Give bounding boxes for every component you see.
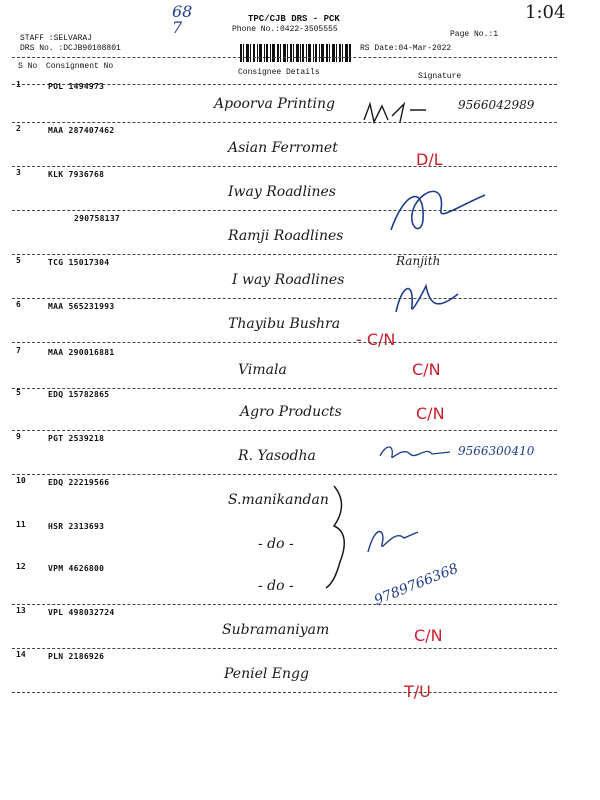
row-divider (12, 648, 557, 649)
top-scribble: 68 7 (172, 2, 193, 37)
barcode-graphic (240, 44, 352, 62)
consignee-handwritten: S.manikandan (228, 492, 329, 508)
consignee-handwritten: Apoorva Printing (214, 96, 336, 112)
row-divider (12, 388, 557, 389)
consignment-number: MAA 290016881 (48, 348, 115, 357)
row-serial-number: 3 (16, 168, 21, 177)
row-serial-number: 13 (16, 606, 26, 615)
row-serial-number: 14 (16, 650, 26, 659)
delivery-remark: D/L (416, 150, 443, 169)
delivery-remark: 9566042989 (458, 98, 535, 112)
row-serial-number: 12 (16, 562, 26, 571)
col-s-no: S No (18, 62, 38, 71)
consignee-handwritten: - do - (258, 536, 294, 552)
signature-10-12 (322, 482, 472, 592)
consignment-number: 290758137 (74, 214, 121, 223)
col-signature: Signature (418, 72, 462, 81)
signature-4 (385, 180, 490, 240)
staff-name: STAFF :SELVARAJ (20, 34, 93, 43)
col-consignment: Consignment No (46, 62, 114, 71)
consignee-handwritten: Iway Roadlines (228, 184, 336, 200)
row-divider (12, 166, 557, 167)
sheet-title: TPC/CJB DRS - PCK (248, 14, 340, 24)
row-divider (12, 342, 557, 343)
delivery-remark: Ranjith (396, 254, 441, 268)
delivery-remark: 9789766368 (372, 560, 461, 609)
consignee-handwritten: Asian Ferromet (228, 140, 338, 156)
delivery-remark: C/N (412, 360, 441, 379)
drs-date: RS Date:04-Mar-2022 (360, 44, 452, 53)
phone-number: Phone No.:0422-3505555 (232, 25, 338, 34)
delivery-remark: - C/N (356, 330, 396, 349)
consignment-number: TCG 15017304 (48, 258, 110, 267)
consignee-handwritten: Ramji Roadlines (228, 228, 344, 244)
consignment-number: EDQ 22219566 (48, 478, 110, 487)
consignment-number: PLN 2186926 (48, 652, 105, 661)
consignee-handwritten: Subramaniyam (222, 622, 330, 638)
consignment-number: VPL 498032724 (48, 608, 115, 617)
consignment-number: POL 1494973 (48, 82, 105, 91)
col-consignee: Consignee Details (238, 68, 320, 77)
signature-1 (360, 98, 440, 130)
row-serial-number: 6 (16, 300, 21, 309)
consignment-number: MAA 287407462 (48, 126, 115, 135)
header-top-rule (12, 57, 557, 58)
row-divider (12, 254, 557, 255)
consignment-number: HSR 2313693 (48, 522, 105, 531)
row-serial-number: 7 (16, 346, 21, 355)
consignment-number: VPM 4626800 (48, 564, 105, 573)
row-divider (12, 604, 557, 605)
row-divider (12, 298, 557, 299)
drs-number: DRS No. :DCJB90108801 (20, 44, 121, 53)
consignment-number: EDQ 15782865 (48, 390, 110, 399)
corner-note: 1:04 (525, 2, 566, 23)
row-serial-number: 9 (16, 432, 21, 441)
consignment-number: KLK 7936768 (48, 170, 105, 179)
row-divider (12, 122, 557, 123)
consignee-handwritten: Peniel Engg (224, 666, 309, 682)
row-serial-number: 1 (16, 80, 21, 89)
delivery-remark: 9566300410 (458, 444, 535, 458)
row-divider (12, 692, 557, 693)
consignee-handwritten: Agro Products (240, 404, 342, 420)
row-divider (12, 430, 557, 431)
delivery-remark: T/U (404, 682, 431, 701)
signature-9 (376, 442, 456, 464)
delivery-remark: C/N (414, 626, 443, 645)
page-number: Page No.:1 (450, 30, 499, 39)
row-serial-number: 10 (16, 476, 26, 485)
consignment-number: PGT 2539218 (48, 434, 105, 443)
consignee-handwritten: I way Roadlines (232, 272, 345, 288)
consignment-number: MAA 565231993 (48, 302, 115, 311)
row-serial-number: 5 (16, 388, 21, 397)
signature-6 (392, 276, 462, 318)
consignee-handwritten: R. Yasodha (238, 448, 316, 464)
row-serial-number: 11 (16, 520, 26, 529)
delivery-remark: C/N (416, 404, 445, 423)
row-serial-number: 5 (16, 256, 21, 265)
row-serial-number: 2 (16, 124, 21, 133)
row-divider (12, 474, 557, 475)
consignee-handwritten: Thayibu Bushra (228, 316, 341, 332)
consignee-handwritten: Vimala (238, 362, 287, 378)
consignee-handwritten: - do - (258, 578, 294, 594)
